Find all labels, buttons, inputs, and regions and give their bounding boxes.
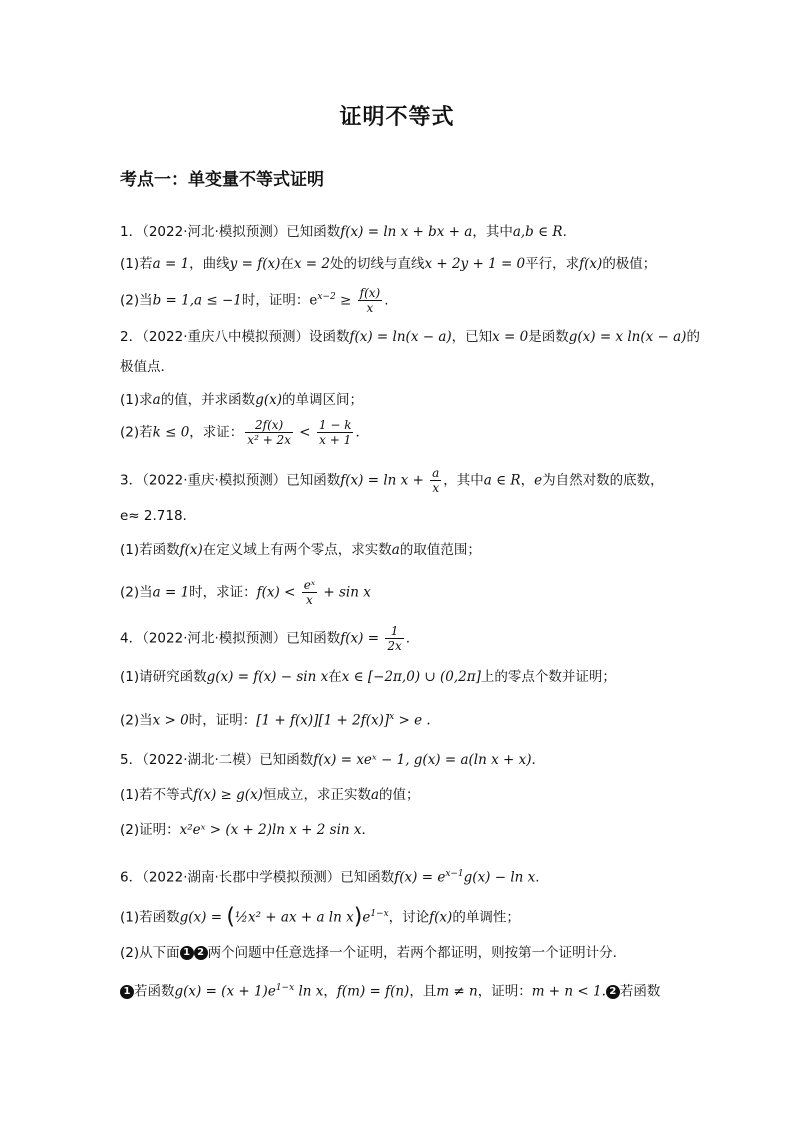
problem-1-part-1: (1)若a = 1，曲线y = f(x)在x = 2处的切线与直线x + 2y + 1 = 0平行，求f(x)的极值； — [120, 256, 657, 272]
problem-5-part-2: (2)证明：x²eˣ > (x + 2)ln x + 2 sin x． — [120, 822, 375, 838]
problem-6-part-2: (2)从下面 1 2 两个问题中任意选择一个证明，若两个都证明，则按第一个证明计分. — [120, 945, 617, 961]
section-heading: 考点一：单变量不等式证明 — [120, 170, 324, 190]
problem-6-option-1: 1 若函数$g(x) = (x + 1)e^{1-x}$ ln x，f(m) = f(n)，且m ≠ n，证明：m + n < 1. 2 若函数 — [120, 978, 660, 1002]
problem-3-part-2: (2)当a = 1时，求证：f(x) < $\frac{\text{eˣ}}{x}$ + sin x — [120, 578, 371, 607]
fraction: $\frac{2f(x)}{\text{x² + 2x}}$ — [247, 418, 291, 447]
circled-number-2: 2 — [194, 946, 208, 960]
problem-6-part-1: (1)若函数g(x) = (½x² + ax + a $\ln x)e^{1-x}$，讨论f(x)的单调性； — [120, 904, 520, 930]
problem-4-part-1: (1)请研究函数g(x) = f(x) − sin x在x ∈ [−2π,0) ∪ (0,2π]上的零点个数并证明； — [120, 669, 616, 685]
problem-1-statement: 1．（2022·河北·模拟预测）已知函数f(x) = ln x + bx + a，其中a,b ∈ R. — [120, 224, 567, 240]
problem-1-part-2: (2)当b = 1,a ≤ −1时，证明：$e^{x-2}$ ≥ $\frac{f(x)}{x}$ . — [120, 286, 389, 315]
problem-2-part-1: (1)求a的值，并求函数g(x)的单调区间； — [120, 392, 363, 408]
problem-4-part-2: (2)当x > 0时，证明：$[1 + f(x)][1 + 2f(x)]^x > e$ . — [120, 712, 431, 729]
problem-3-statement-cont: e≈ 2.718. — [120, 508, 187, 524]
problem-3-part-1: (1)若函数f(x)在定义域上有两个零点，求实数a的取值范围； — [120, 542, 481, 558]
problem-5-part-1: (1)若不等式f(x) ≥ g(x)恒成立，求正实数a的值； — [120, 787, 420, 803]
fraction: $\frac{a}{x}$ — [432, 466, 440, 495]
problem-6-statement: 6．（2022·湖南·长郡中学模拟预测）已知函数$f(x) = e^{x-1}g(x) - \ln x$. — [120, 869, 540, 886]
circled-number-2: 2 — [606, 985, 620, 999]
problem-2-statement-cont: 极值点． — [120, 359, 174, 375]
problem-5-statement: 5．（2022·湖北·二模）已知函数f(x) = xeˣ − 1, g(x) = a(ln x + x)． — [120, 752, 545, 768]
problem-4-statement: 4．（2022·河北·模拟预测）已知函数f(x) = $\frac{1}{2x}$ . — [120, 624, 411, 653]
problem-2-part-2: (2)若k ≤ 0，求证： $\frac{2f(x)}{\text{x² + 2x}}$ < $\frac{1 - k}{x + 1}$ ． — [120, 418, 369, 447]
fraction: $\frac{1 - k}{x + 1}$ — [318, 418, 352, 447]
problem-2-statement: 2．（2022·重庆八中模拟预测）设函数f(x) = ln(x − a)，已知x = 0是函数g(x) = x ln(x − a)的 — [120, 329, 700, 345]
circled-number-1: 1 — [180, 946, 194, 960]
fraction: $\frac{1}{2x}$ — [387, 624, 402, 653]
fraction: $\frac{f(x)}{x}$ — [359, 286, 381, 315]
page-title: 证明不等式 — [339, 105, 455, 130]
circled-number-1: 1 — [120, 985, 134, 999]
fraction: $\frac{\text{eˣ}}{x}$ — [303, 578, 316, 607]
problem-3-statement: 3．（2022·重庆·模拟预测）已知函数f(x) = ln x + $\frac{a}{x}$ ，其中a ∈ R，e为自然对数的底数， — [120, 466, 664, 495]
